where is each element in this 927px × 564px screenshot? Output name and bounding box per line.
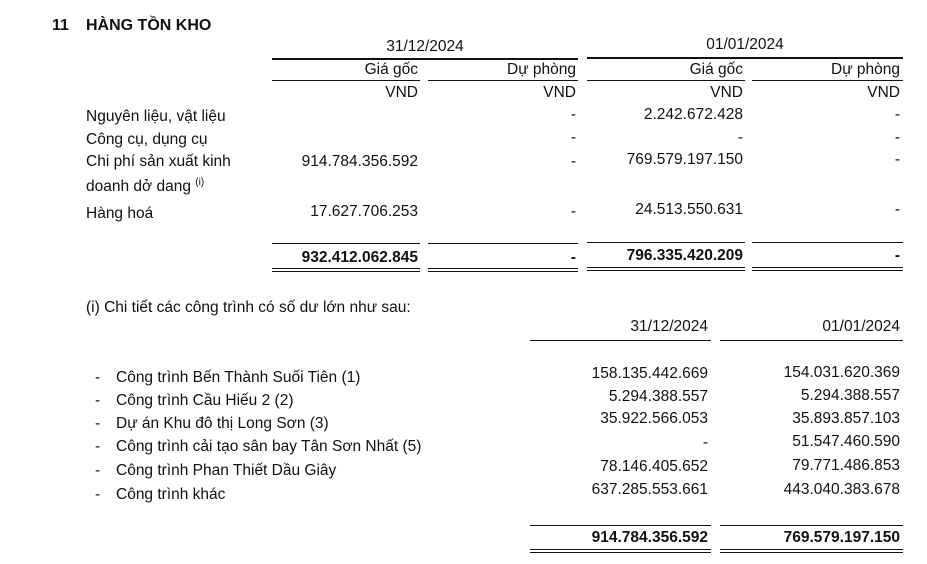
project-label: Dự án Khu đô thị Long Sơn (3) [116,415,329,432]
cell-value: - [570,129,576,146]
cell-value: - [894,201,900,218]
bullet: - [95,369,101,386]
bullet: - [95,415,101,432]
project-value: 35.922.566.053 [600,410,708,427]
period-header-2024: 31/12/2024 [386,38,464,55]
row-label-tools: Công cụ, dụng cụ [86,131,208,148]
col-header-cost-2024: Giá gốc [364,61,418,78]
total-value: - [570,249,576,266]
total-double-rule [272,268,420,269]
period-header-2023: 01/01/2024 [706,36,784,53]
total-top-rule [272,243,420,244]
total-double-rule [752,270,903,271]
cell-value: - [570,203,576,220]
bullet: - [95,392,101,409]
details-total-double-rule [530,549,711,550]
project-value: 443.040.383.678 [783,481,900,498]
total-value: 932.412.062.845 [301,249,418,266]
cell-value: - [570,106,576,123]
total-double-rule [428,268,578,269]
details-total-rule [720,525,903,526]
project-label: Công trình Bến Thành Suối Tiên (1) [116,369,361,386]
cell-value: 769.579.197.150 [626,151,743,168]
details-total-rule [530,525,711,526]
row-label-wip-line2 [86,177,204,196]
row-label-goods: Hàng hoá [86,205,154,222]
total-double-rule [587,267,745,268]
period-divider-1 [272,58,578,60]
project-value: 51.547.460.590 [792,433,900,450]
project-label: Công trình Cầu Hiếu 2 (2) [116,392,294,409]
details-header-2024: 31/12/2024 [630,318,708,335]
total-value: 796.335.420.209 [626,247,743,264]
row-label-wip-text: doanh dở dang [86,178,191,196]
details-header-rule [530,340,711,341]
project-value: 637.285.553.661 [591,481,708,498]
row-label-wip: Chi phí sản xuất kinh [86,153,231,170]
total-double-rule [272,271,420,272]
unit-label: VND [710,84,743,101]
total-double-rule [752,267,903,268]
project-value: 5.294.388.557 [800,387,900,404]
total-double-rule [587,270,745,271]
details-total-value: 769.579.197.150 [783,529,900,546]
project-value: 35.893.857.103 [792,410,900,427]
section-title: HÀNG TỒN KHO [86,17,212,34]
details-total-double-rule [720,552,903,553]
cell-value: - [894,106,900,123]
row-label-materials: Nguyên liệu, vật liệu [86,108,226,125]
header-underline [428,80,578,81]
project-label: Công trình khác [116,486,226,503]
unit-label: VND [867,84,900,101]
cell-value: 914.784.356.592 [301,153,418,170]
period-divider-2 [587,57,903,59]
total-top-rule [428,243,578,244]
project-value: 154.031.620.369 [783,364,900,381]
section-number: 11 [52,17,69,34]
details-total-double-rule [720,549,903,550]
project-value: 158.135.442.669 [591,365,708,382]
cell-value: - [737,129,743,146]
details-header-2023: 01/01/2024 [822,318,900,335]
cell-value: 24.513.550.631 [635,201,743,218]
project-value: 5.294.388.557 [608,388,708,405]
cell-value: - [894,151,900,168]
bullet: - [95,438,101,455]
details-total-value: 914.784.356.592 [591,529,708,546]
col-header-provision-2023: Dự phòng [831,61,900,78]
header-underline [272,80,420,81]
total-top-rule [587,242,745,243]
total-double-rule [428,271,578,272]
total-top-rule [752,242,903,243]
header-underline [587,80,745,81]
cell-value: 2.242.672.428 [643,106,743,123]
unit-label: VND [543,84,576,101]
cell-value: - [894,129,900,146]
col-header-provision-2024: Dự phòng [507,61,576,78]
project-value: - [702,434,708,451]
project-value: 79.771.486.853 [792,457,900,474]
unit-label: VND [385,84,418,101]
total-value: - [894,247,900,264]
header-underline [752,80,903,81]
project-label: Công trình Phan Thiết Dầu Giây [116,462,337,479]
details-intro: (i) Chi tiết các công trình có số dư lớn như sau: [86,299,411,316]
project-value: 78.146.405.652 [600,458,708,475]
details-total-double-rule [530,552,711,553]
bullet: - [95,462,101,479]
project-label: Công trình cải tạo sân bay Tân Sơn Nhất (5) [116,438,422,455]
footnote-marker: (i) [195,177,205,188]
cell-value: - [570,153,576,170]
cell-value: 17.627.706.253 [310,203,418,220]
bullet: - [95,486,101,503]
details-header-rule [720,340,903,341]
col-header-cost-2023: Giá gốc [689,61,743,78]
